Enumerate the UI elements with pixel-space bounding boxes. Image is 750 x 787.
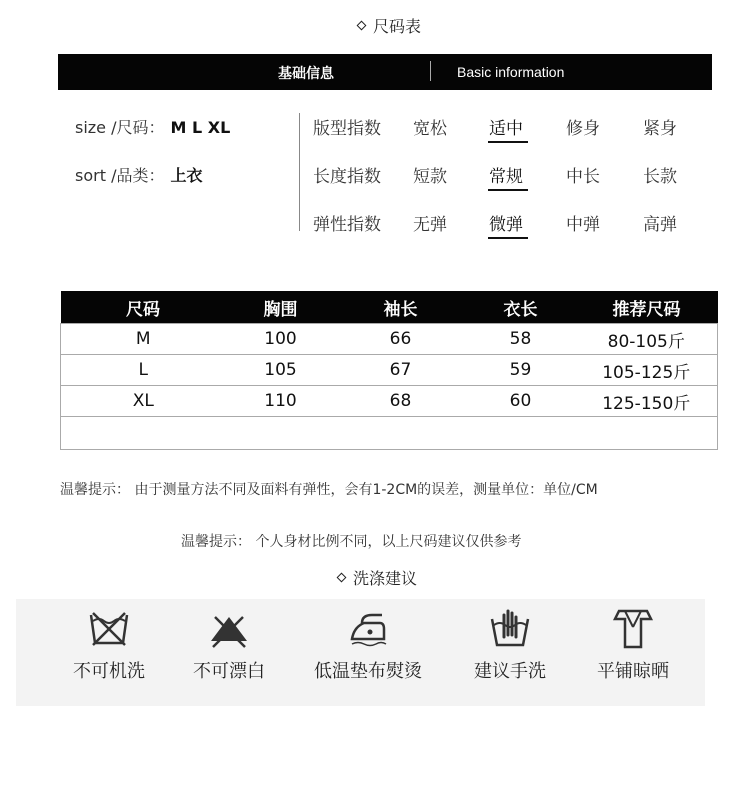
table-cell: 59: [466, 355, 576, 386]
wash-item: [568, 607, 698, 683]
divider: [430, 61, 431, 81]
hand-wash-icon: [488, 607, 532, 649]
table-cell: 110: [226, 386, 336, 417]
header-cell: 尺码: [61, 291, 226, 324]
elasticity-index-row: [313, 210, 713, 240]
index-label: 长度指数: [313, 167, 381, 187]
diamond-icon: [337, 573, 347, 583]
wash-item: [164, 607, 294, 683]
table-row-empty: [61, 417, 718, 450]
index-option: 无弹: [413, 215, 447, 235]
wash-care-panel: [16, 599, 705, 706]
table-cell: 67: [336, 355, 466, 386]
index-option-selected: 常规: [489, 167, 523, 187]
table-cell: 68: [336, 386, 466, 417]
diamond-icon: [357, 21, 367, 31]
basic-info-bar: [58, 54, 712, 90]
size-value: M L XL: [170, 118, 231, 137]
basic-info-cn: 基础信息: [278, 66, 334, 82]
table-row: [61, 324, 718, 355]
wash-label: 不可漂白: [193, 661, 265, 682]
table-cell: 60: [466, 386, 576, 417]
wash-label: 低温垫布熨烫: [314, 661, 422, 682]
size-info: [75, 115, 230, 138]
index-option: 修身: [566, 119, 600, 139]
table-cell: 105-125斤: [576, 355, 718, 386]
wash-section-title: 洗涤建议: [338, 566, 417, 589]
sort-info: [75, 163, 202, 186]
index-option: 紧身: [643, 119, 677, 139]
index-option: 中弹: [566, 215, 600, 235]
table-cell: 105: [226, 355, 336, 386]
table-cell: 125-150斤: [576, 386, 718, 417]
table-cell: M: [61, 324, 226, 355]
index-option: 长款: [643, 167, 677, 187]
wash-label: 平铺晾晒: [597, 661, 669, 682]
vertical-divider: [299, 113, 300, 231]
table-cell: 80-105斤: [576, 324, 718, 355]
index-option-selected: 适中: [489, 119, 523, 139]
header-cell: 胸围: [226, 291, 336, 324]
no-machine-wash-icon: [87, 607, 131, 649]
size-label: size /尺码：: [75, 118, 165, 137]
index-option: 短款: [413, 167, 447, 187]
wash-item: [44, 607, 174, 683]
index-option: 高弹: [643, 215, 677, 235]
table-cell: XL: [61, 386, 226, 417]
header-cell: 袖长: [336, 291, 466, 324]
low-temp-iron-icon: [346, 607, 390, 649]
index-option-selected: 微弹: [489, 215, 523, 235]
index-label: 版型指数: [313, 119, 381, 139]
table-header: [61, 291, 718, 324]
fit-index-row: [313, 114, 713, 144]
index-option: 中长: [566, 167, 600, 187]
table-cell: [336, 417, 466, 450]
selected-underline: [488, 141, 528, 143]
wash-label: 建议手洗: [474, 661, 546, 682]
table-cell: [61, 417, 226, 450]
wash-item: [445, 607, 575, 683]
no-bleach-icon: [207, 607, 251, 649]
wash-item: [303, 607, 433, 683]
selected-underline: [488, 237, 528, 239]
dry-flat-icon: [611, 607, 655, 649]
size-table: [60, 291, 718, 450]
length-index-row: [313, 162, 713, 192]
table-cell: [576, 417, 718, 450]
table-cell: L: [61, 355, 226, 386]
sort-label: sort /品类：: [75, 166, 165, 185]
table-cell: 100: [226, 324, 336, 355]
table-cell: [466, 417, 576, 450]
sort-value: 上衣: [170, 166, 203, 185]
size-chart-title: 尺码表: [358, 14, 421, 37]
table-cell: [226, 417, 336, 450]
table-cell: 66: [336, 324, 466, 355]
selected-underline: [488, 189, 528, 191]
size-reference-tip: 温馨提示： 个人身材比例不同，以上尺码建议仅供参考: [181, 534, 522, 550]
table-cell: 58: [466, 324, 576, 355]
table-row: [61, 386, 718, 417]
index-label: 弹性指数: [313, 215, 381, 235]
basic-info-en: Basic information: [457, 64, 565, 80]
measurement-tip: 温馨提示： 由于测量方法不同及面料有弹性，会有1-2CM的误差，测量单位：单位/CM: [60, 482, 598, 498]
table-row: [61, 355, 718, 386]
header-cell: 推荐尺码: [576, 291, 718, 324]
header-cell: 衣长: [466, 291, 576, 324]
wash-label: 不可机洗: [73, 661, 145, 682]
index-option: 宽松: [413, 119, 447, 139]
